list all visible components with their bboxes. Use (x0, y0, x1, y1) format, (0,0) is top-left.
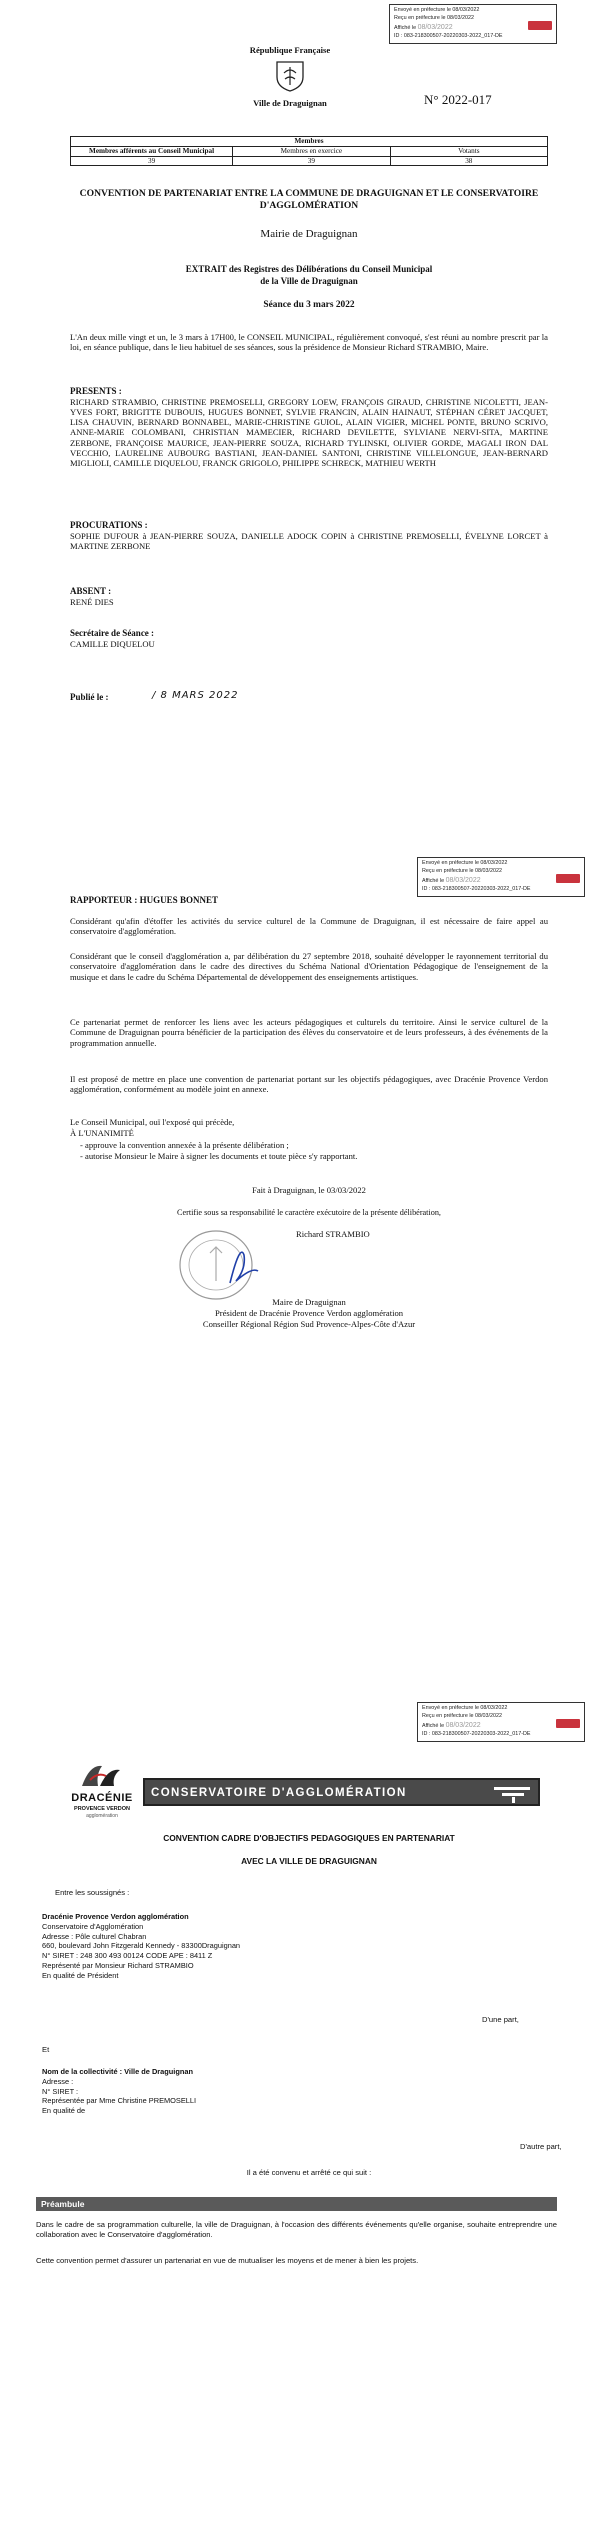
considerant-1: Considérant qu'afin d'étoffer les activités du service culturel de la Commune de Draguignan, il est nécessaire de faire appel au conservatoire d'agglomération. (70, 916, 548, 937)
decision-bullet-2-text: autorise Monsieur le Maire à signer les documents et toute pièce s'y rapportant. (85, 1151, 358, 1161)
session-intro: L'An deux mille vingt et un, le 3 mars à 17H00, le CONSEIL MUNICIPAL, régulièrement convoqué, s'est réuni au nombre prescrit par la loi, en séance publique, dans le lieu habituel de ses séances, sous la présidence de Monsieur Richard STRAMBIO, Maire. (70, 332, 548, 353)
republic-header (235, 45, 345, 109)
votes-value-3: 38 (390, 156, 547, 166)
decision-bullet-1: - approuve la convention annexée à la présente délibération ; (80, 1140, 289, 1150)
dracenie-logo (62, 1760, 142, 1819)
stamp-posted-date: 08/03/2022 (445, 1721, 481, 1729)
decision-bullet-1-text: approuve la convention annexée à la présente délibération ; (85, 1140, 289, 1150)
decision-intro: Le Conseil Municipal, ouï l'exposé qui précède, (70, 1117, 235, 1127)
session-date: Séance du 3 mars 2022 (263, 300, 355, 310)
slo-logo-icon (528, 21, 552, 30)
conservatoire-banner (143, 1778, 540, 1806)
party-2-line: Représentée par Mme Christine PREMOSELLI (42, 2096, 197, 2106)
stamp-id: ID : 083-218300507-20220303-2022_017-DE (422, 1730, 531, 1737)
page-2 (0, 845, 595, 1690)
stamp-posted-label: Affiché le (422, 1722, 445, 1729)
agreed-label: Il a été convenu et arrêté ce qui suit : (246, 2168, 372, 2177)
proposal-paragraph: Il est proposé de mettre en place une convention de partenariat portant sur les objectifs pédagogiques, avec Dracénie Provence Verdon agglomération, conformément au modèle joint en annexe. (70, 1074, 548, 1095)
party-1-line: En qualité de Président (42, 1970, 119, 1980)
logo-sub-2: agglomération (86, 1812, 118, 1819)
stamp-sent: Envoyé en préfecture le 08/03/2022 (394, 7, 480, 13)
extract-line-1: EXTRAIT des Registres des Délibérations du Conseil Municipal (185, 264, 433, 274)
stamp-posted-date: 08/03/2022 (417, 23, 453, 31)
party-1-line: 660, boulevard John Fitzgerald Kennedy - 83300Draguignan (42, 1941, 241, 1951)
certify-text: Certifie sous sa responsabilité le caractère exécutoire de la présente délibération, (177, 1208, 441, 1217)
stamp-id: ID : 083-218300507-20220303-2022_017-DE (394, 32, 503, 39)
party-1-line: Conservatoire d'Agglomération (42, 1921, 144, 1931)
stamp-posted-date: 08/03/2022 (445, 876, 481, 884)
extract-line-2: de la Ville de Draguignan (260, 276, 358, 286)
dracenie-mark-icon (76, 1760, 128, 1790)
prefecture-stamp (389, 4, 557, 44)
preamble-paragraph-2: Cette convention permet d'assurer un partenariat en vue de mutualiser les moyens et de mener à bien les projets. (36, 2256, 419, 2265)
party-2-block (42, 2067, 196, 2116)
preamble-header (36, 2197, 557, 2211)
procurations-label: PROCURATIONS : (70, 520, 148, 530)
rapporteur-label: RAPPORTEUR : HUGUES BONNET (70, 895, 218, 905)
page-3 (0, 1690, 595, 2536)
prefecture-stamp (417, 1702, 585, 1742)
votes-header: Membres (71, 137, 548, 147)
procurations-list: SOPHIE DUFOUR à JEAN-PIERRE SOUZA, DANIELLE ADOCK COPIN à CHRISTINE PREMOSELLI, ÉVELYNE LORCET à MARTINE ZERBONE (70, 531, 548, 552)
signer-role-1: Maire de Draguignan (272, 1297, 346, 1307)
stamp-posted-label: Affiché le (394, 24, 417, 31)
votes-col-2: Membres en exercice (233, 146, 390, 156)
partnership-paragraph: Ce partenariat permet de renforcer les liens avec les acteurs pédagogiques et culturels du territoire. Ainsi le service culturel de la Commune de Draguignan pourra bénéficier de la participation des élèves du conservatoire et de leurs professeurs, à des événements de la programmation annuelle. (70, 1017, 548, 1048)
between-label: Entre les soussignés : (55, 1888, 130, 1897)
stamp-sent: Envoyé en préfecture le 08/03/2022 (422, 860, 508, 866)
party-2-line: Nom de la collectivité : Ville de Draguignan (42, 2067, 193, 2076)
considerant-2: Considérant que le conseil d'agglomération a, par délibération du 27 septembre 2018, souhaité développer le rayonnement territorial du conservatoire d'agglomération dans le cadre des directives du Schéma National d'Orientation Pédagogique de l'enseignement de la musique et dans le cadre du Schéma Départemental de développement des enseignements artistiques. (70, 951, 548, 982)
prefecture-stamp (417, 857, 585, 897)
slo-logo-icon (556, 874, 580, 883)
official-seal-icon (170, 1223, 266, 1305)
town-crest-icon (273, 59, 307, 93)
stamp-received: Reçu en préfecture le 08/03/2022 (394, 14, 475, 21)
stamp-id: ID : 083-218300507-20220303-2022_017-DE (422, 885, 531, 892)
party-1-line: Représenté par Monsieur Richard STRAMBIO (42, 1960, 194, 1970)
votes-value-1: 39 (71, 156, 233, 166)
slo-logo-icon (556, 1719, 580, 1728)
published-date: / 8 MARS 2022 (152, 690, 239, 701)
votes-col-1: Membres afférents au Conseil Municipal (71, 146, 233, 156)
other-part-label: D'autre part, (520, 2142, 562, 2151)
preamble-paragraph-1: Dans le cadre de sa programmation culturelle, la ville de Draguignan, à l'occasion des différents événements qu'elle organise, souhaite entreprendre une collaboration avec le Conservatoire d'agglomération. (36, 2220, 557, 2240)
party-2-line: N° SIRET : (42, 2086, 79, 2096)
presents-label: PRESENTS : (70, 386, 122, 396)
absent-label: ABSENT : (70, 586, 112, 596)
one-part-label: D'une part, (482, 2015, 519, 2024)
banner-text: CONSERVATOIRE D'AGGLOMÉRATION (151, 1787, 407, 1799)
secretary-label: Secrétaire de Séance : (70, 628, 155, 638)
party-1-line: Dracénie Provence Verdon agglomération (42, 1912, 189, 1921)
done-at: Fait à Draguignan, le 03/03/2022 (252, 1185, 366, 1195)
convention-title-1: CONVENTION CADRE D'OBJECTIFS PEDAGOGIQUES EN PARTENARIAT (163, 1833, 455, 1843)
votes-value-2: 39 (233, 156, 390, 166)
decision-unanimity: À L'UNANIMITÉ (70, 1128, 134, 1138)
logo-sub: PROVENCE VERDON (74, 1805, 130, 1812)
and-label: Et (42, 2045, 50, 2054)
signer-role-3: Conseiller Régional Région Sud Provence-Alpes-Côte d'Azur (202, 1319, 416, 1329)
stamp-received: Reçu en préfecture le 08/03/2022 (422, 1712, 503, 1719)
signer-name: Richard STRAMBIO (296, 1229, 370, 1239)
party-1-block (42, 1912, 240, 1980)
party-1-line: N° SIRET : 248 300 493 00124 CODE APE : 8411 Z (42, 1951, 213, 1961)
town-label: Ville de Draguignan (253, 98, 327, 109)
preamble-title: Préambule (41, 2199, 85, 2209)
mairie-label: Mairie de Draguignan (260, 228, 358, 240)
secretary-value: CAMILLE DIQUELOU (70, 639, 155, 649)
published-label: Publié le : (70, 692, 109, 702)
stamp-sent: Envoyé en préfecture le 08/03/2022 (422, 1705, 508, 1711)
deliberation-number: N° 2022-017 (424, 92, 492, 107)
votes-col-3: Votants (390, 146, 547, 156)
republic-label: République Française (249, 45, 331, 55)
stamp-posted-label: Affiché le (422, 877, 445, 884)
party-2-line: En qualité de (42, 2106, 86, 2116)
decision-bullet-2: - autorise Monsieur le Maire à signer les documents et toute pièce s'y rapportant. (80, 1151, 358, 1161)
party-1-line: Adresse : Pôle culturel Chabran (42, 1931, 147, 1941)
deliberation-title: CONVENTION DE PARTENARIAT ENTRE LA COMMUNE DE DRAGUIGNAN ET LE CONSERVATOIRE D'AGGLOMÉRATION (79, 188, 539, 211)
presents-list: RICHARD STRAMBIO, CHRISTINE PREMOSELLI, GREGORY LOEW, FRANÇOIS GIRAUD, CHRISTINE NICOLETTI, JEAN-YVES FORT, BRIGITTE DUBOUIS, HUGUES BONNET, SYLVIE FRANCIN, ALAIN HAINAUT, STÉPHAN CÉRET JACQUET, LISA CHAUVIN, BERNARD BONNABEL, MARIE-CHRISTINE GUIOL, ALAIN VIGIER, MICHEL PONTE, BRUNO SCRIVO, ANNE-MARIE COLOMBANI, CHRISTIAN MAMECIER, RICHARD DEVILETTE, SYLVIANE NERVI-SITA, MARTINE ZERBONE, FRANÇOISE MAURICE, JEAN-PIERRE SOUZA, RICHARD TYLINSKI, OLIVIER GORDE, MAGALI IRON DAL VECCHIO, LAURELINE AUBOURG BASTIANI, JEAN-DANIEL SANTONI, CHRISTINE VILLELONGUE, JEAN-BERNARD MIGLIOLI, CAMILLE DIQUELOU, FRANCK GRIGOLO, PHILIPPE SCHRECK, MATHIEU WERTH (70, 397, 548, 468)
party-2-line: Adresse : (42, 2076, 74, 2086)
signer-role-2: Président de Dracénie Provence Verdon agglomération (214, 1308, 404, 1318)
absent-value: RENÉ DIES (70, 597, 114, 607)
page-1 (0, 0, 595, 845)
logo-name: DRACÉNIE (71, 1792, 133, 1805)
convention-title-2: AVEC LA VILLE DE DRAGUIGNAN (241, 1856, 377, 1866)
music-note-icon (492, 1783, 532, 1803)
stamp-received: Reçu en préfecture le 08/03/2022 (422, 867, 503, 874)
votes-table (70, 136, 548, 166)
